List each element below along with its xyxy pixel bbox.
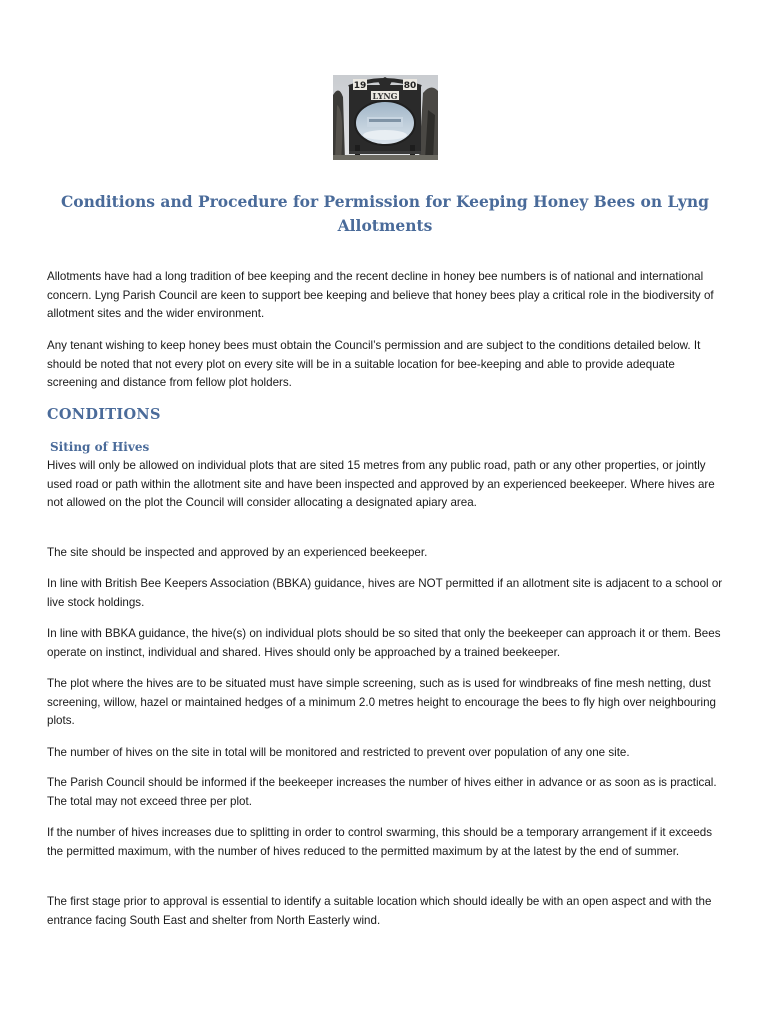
conditions-heading: CONDITIONS xyxy=(47,406,161,423)
condition-paragraph: In line with BBKA guidance, the hive(s) on individual plots should be so sited that only the beekeeper can approach it or them. Bees operate on instinct, individual and shared. Hives should only be approached by a trained beekeeper. xyxy=(47,627,721,659)
condition-paragraph: The Parish Council should be informed if the beekeeper increases the number of hives either in advance or as soon as is practical. The total may not exceed three per plot. xyxy=(47,776,717,808)
condition-paragraph: In line with British Bee Keepers Association (BBKA) guidance, hives are NOT permitted if an allotment site is adjacent to a school or live stock holdings. xyxy=(47,577,723,609)
condition-paragraph: The plot where the hives are to be situated must have simple screening, such as is used for windbreaks of fine mesh netting, dust screening, willow, hazel or maintained hedges of a minimum 2.0 metres height to encourage the bees to fly high over neighbouring plots. xyxy=(47,677,716,727)
intro-paragraph-2: Any tenant wishing to keep honey bees must obtain the Council’s permission and are subject to the conditions detailed below. It should be noted that not every plot on every site will be in a suitable location for bee-keeping and able to provide adequate screening and distance from fellow plot holders. xyxy=(47,339,701,389)
condition-paragraph: The first stage prior to approval is essential to identify a suitable location which should ideally be with an open aspect and with the entrance facing South East and shelter from North Easterly wind. xyxy=(47,895,712,927)
document-title: Conditions and Procedure for Permission for Keeping Honey Bees on Lyng Allotments xyxy=(60,192,710,235)
siting-of-hives-heading: Siting of Hives xyxy=(50,440,150,454)
condition-paragraph: The number of hives on the site in total will be monitored and restricted to prevent over population of any one site. xyxy=(47,746,630,759)
intro-paragraph-1: Allotments have had a long tradition of bee keeping and the recent decline in honey bee numbers is of national and international concern. Lyng Parish Council are keen to support bee keeping and believe that honey bees play a critical role in the biodiversity of allotment sites and the wider environment. xyxy=(47,270,714,320)
lyng-village-sign-logo xyxy=(333,75,438,160)
sign-year-right: 80 xyxy=(403,81,417,91)
sign-name: LYNG xyxy=(372,91,398,101)
village-sign-image xyxy=(333,75,438,160)
condition-paragraph: Hives will only be allowed on individual plots that are sited 15 metres from any public road, path or any other properties, or jointly used road or path within the allotment site and have been inspected and approved by an experienced beekeeper. Where hives are not allowed on the plot the Council will consider allocating a designated apiary area. xyxy=(47,459,715,509)
condition-paragraph: If the number of hives increases due to splitting in order to control swarming, this should be a temporary arrangement if it exceeds the permitted maximum, with the number of hives reduced to the permitted maximum by at the latest by the end of summer. xyxy=(47,826,713,858)
sign-year-left: 19 xyxy=(353,81,367,91)
condition-paragraph: The site should be inspected and approved by an experienced beekeeper. xyxy=(47,546,428,559)
